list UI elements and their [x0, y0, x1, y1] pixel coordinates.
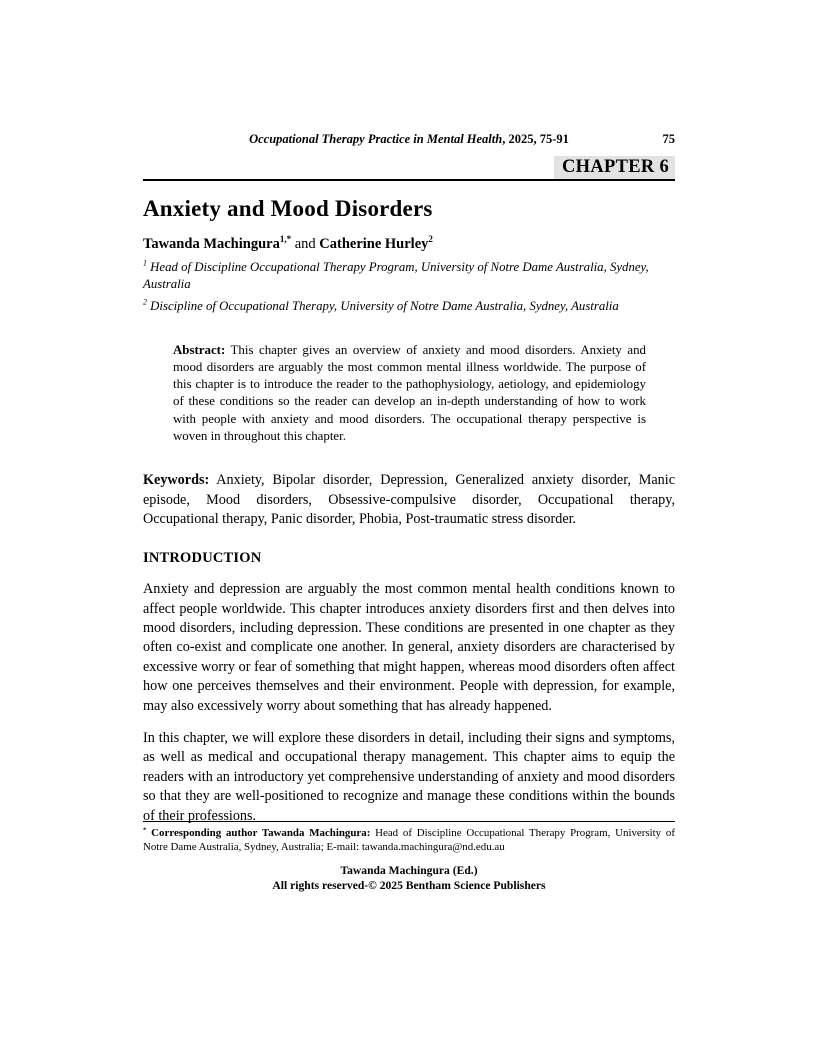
keywords-block [143, 471, 675, 529]
chapter-badge: CHAPTER 6 [554, 156, 675, 179]
abstract-block [173, 342, 646, 446]
imprint-rights-line: All rights reserved-© 2025 Bentham Science Publishers [272, 879, 546, 892]
journal-citation-suffix: , 2025, 75-91 [502, 132, 569, 146]
footnote-label: Corresponding author Tawanda Machingura: [146, 827, 371, 839]
publisher-imprint [143, 863, 675, 893]
introduction-paragraph-2: In this chapter, we will explore these disorders in detail, including their signs and symptoms, as well as medical and occupational therapy management. This chapter aims to equip the readers with an introductory yet comprehensive understanding of anxiety and mood disorders so that they are well-positioned to recognize and manage these conditions within the bounds of their professions. [143, 730, 675, 824]
author-1-name: Tawanda Machingura [143, 236, 280, 252]
author-1-superscript: 1,* [279, 234, 292, 245]
authors-connector: and [291, 236, 320, 252]
abstract-label: Abstract: [173, 342, 226, 357]
author-2-superscript: 2 [428, 234, 433, 245]
affiliation-1 [143, 259, 675, 292]
affiliation-2 [143, 298, 675, 315]
affiliation-1-superscript: 1 [143, 258, 147, 268]
foot-region [143, 821, 675, 893]
imprint-editor-line: Tawanda Machingura (Ed.) [340, 864, 478, 877]
chapter-row [143, 156, 675, 181]
chapter-title: Anxiety and Mood Disorders [143, 196, 433, 221]
footnote-marker: * [143, 826, 147, 834]
affiliation-2-superscript: 2 [143, 297, 147, 307]
journal-citation [249, 132, 569, 146]
footnote-text: Head of Discipline Occupational Therapy Program, University of Notre Dame Australia, Sydney, Australia; E-mail: tawanda.machingura@nd.edu.au [143, 827, 675, 853]
authors-line [143, 235, 675, 253]
corresponding-author-footnote [143, 821, 675, 854]
author-2-name: Catherine Hurley [319, 236, 429, 252]
abstract-text: This chapter gives an overview of anxiety and mood disorders. Anxiety and mood disorders are arguably the most common mental illness worldwide. The purpose of this chapter is to introduce the reader to the pathophysiology, aetiology, and epidemiology of these conditions so the reader can develop an in-depth understanding of how to work with people with anxiety and mood disorders. The occupational therapy perspective is woven in throughout this chapter. [173, 342, 646, 443]
section-heading-introduction: INTRODUCTION [143, 550, 262, 567]
keywords-text: Anxiety, Bipolar disorder, Depression, Generalized anxiety disorder, Manic episode, Mood disorders, Obsessive-compulsive disorder, Occupational therapy, Occupational therapy, Panic disorder, Phobia, Post-traumatic stress disorder. [143, 472, 675, 527]
journal-title: Occupational Therapy Practice in Mental Health [249, 132, 503, 146]
page-number: 75 [662, 132, 675, 146]
introduction-paragraph-1: Anxiety and depression are arguably the most common mental health conditions known to affect people worldwide. This chapter introduces anxiety disorders first and then delves into mood disorders, including depression. These conditions are presented in one chapter as they often co-exist and complicate one another. In general, anxiety disorders are characterised by excessive worry or fear of something that might happen, whereas mood disorders often affect how one perceives themselves and their environment. People with depression, for example, may also excessively worry about something that has already happened. [143, 581, 675, 714]
affiliation-1-text: Head of Discipline Occupational Therapy Program, University of Notre Dame Australia, Sydney, Australia [143, 260, 649, 291]
page-content [143, 0, 675, 826]
keywords-label: Keywords: [143, 472, 210, 489]
running-head [143, 132, 675, 147]
affiliation-2-text: Discipline of Occupational Therapy, University of Notre Dame Australia, Sydney, Australia [146, 299, 619, 313]
